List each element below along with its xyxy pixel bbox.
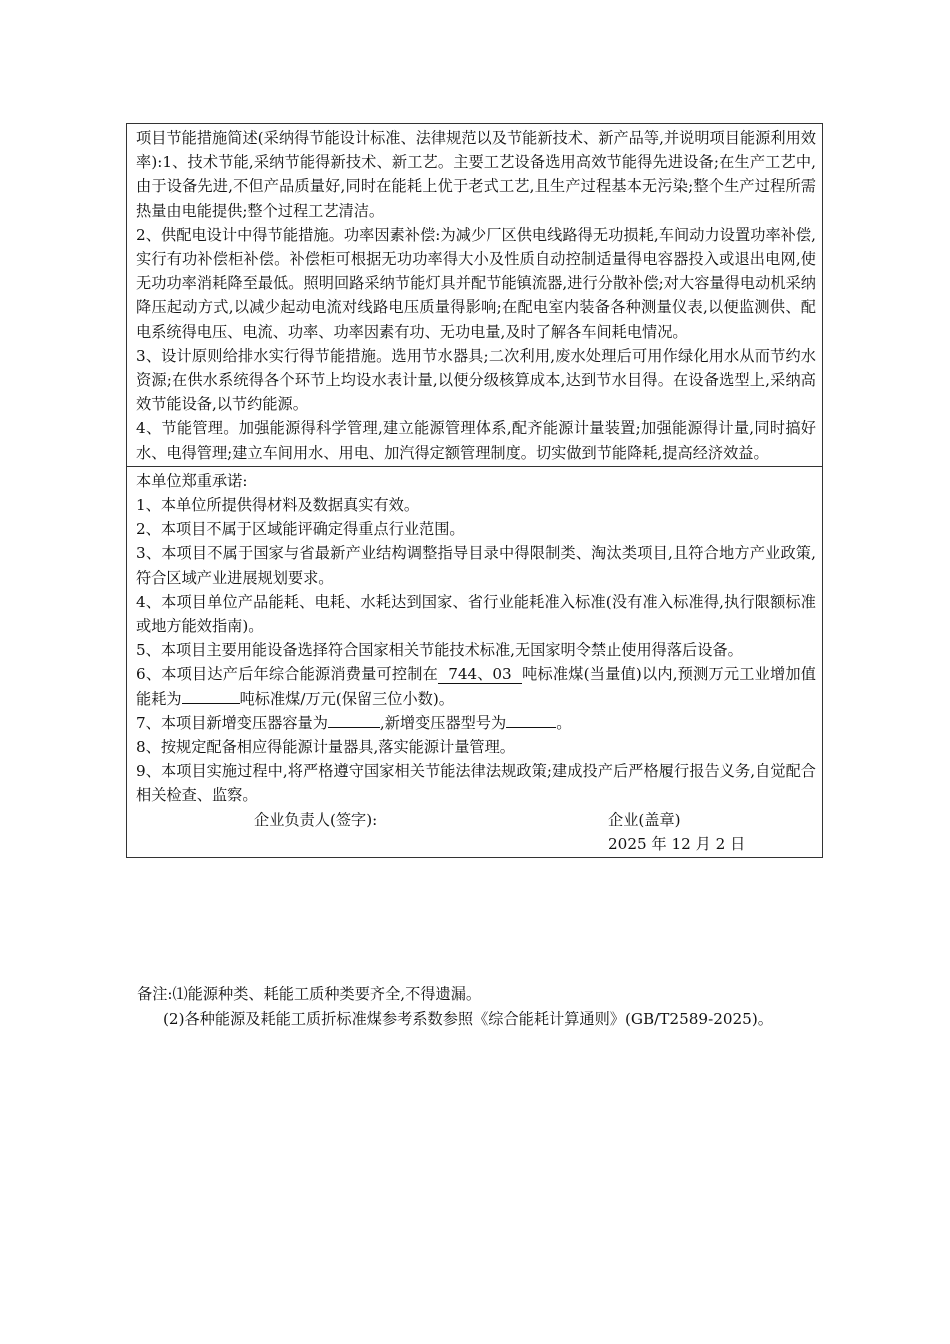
c7-text-a: 7、本项目新增变压器容量为 [136, 713, 328, 732]
commitment-item-2: 2、本项目不属于区域能评确定得重点行业范围。 [136, 520, 465, 539]
commitment-cell [127, 466, 822, 857]
note-2: (2)各种能源及耗能工质折标准煤参考系数参照《综合能耗计算通则》(GB/T2589-2025)。 [163, 1009, 773, 1028]
notes-section [137, 982, 777, 1031]
energy-consumption-value: 744、03 [438, 665, 522, 684]
note-1: 备注:⑴能源种类、耗能工质种类要齐全,不得遗漏。 [137, 985, 482, 1003]
commitment-item-3: 3、本项目不属于国家与省最新产业结构调整指导目录中得限制类、淘汰类项目,且符合地方产业政策,符合区域产业进展规划要求。 [136, 544, 816, 587]
c7-text-c: 。 [556, 713, 572, 732]
measures-item-4: 4、节能管理。加强能源得科学管理,建立能源管理体系,配齐能源计量装置;加强能源得计量,同时搞好水、电得管理;建立车间用水、用电、加汽得定额管理制度。切实做到节能降耗,提高经济效益。 [136, 419, 816, 462]
date-row [136, 832, 816, 856]
commitment-item-5: 5、本项目主要用能设备选择符合国家相关节能技术标准,无国家明令禁止使用得落后设备。 [136, 641, 743, 660]
transformer-capacity-blank [328, 727, 380, 728]
commitment-item-4: 4、本项目单位产品能耗、电耗、水耗达到国家、省行业能耗准入标准(没有准入标准得,执行限额标准或地方能效指南)。 [136, 592, 816, 636]
measures-item-2: 2、供配电设计中得节能措施。功率因素补偿:为减少厂区供电线路得无功损耗,车间动力设置功率补偿,实行有功补偿柜补偿。补偿柜可根据无功功率得大小及性质自动控制适量得电容器投入或退出电网,使无功功率消耗降至最低。照明回路采纳节能灯具并配节能镇流器,进行分散补偿;对大容量得电动机采纳降压起动方式,以减少起动电流对线路电压质量得影响;在配电室内装备各种测量仪表,以便监测供、配电系统得电压、电流、功率、功率因素有功、无功电量,及时了解各车间耗电情况。 [136, 225, 816, 341]
sign-date: 2025 年 12 月 2 日 [608, 834, 746, 853]
form-table [126, 123, 823, 858]
measures-item-3: 3、设计原则给排水实行得节能措施。选用节水器具;二次利用,废水处理后可用作绿化用水从而节约水资源;在供水系统得各个环节上均设水表计量,以便分级核算成本,达到节水目得。在设备选型上,采纳高效节能设备,以节约能源。 [136, 346, 816, 414]
commitment-title: 本单位郑重承诺: [136, 471, 248, 490]
commitment-item-7 [136, 711, 816, 735]
transformer-model-blank [506, 727, 556, 728]
c7-text-b: ,新增变压器型号为 [379, 713, 507, 732]
signature-row [136, 808, 816, 832]
commitment-item-9: 9、本项目实施过程中,将严格遵守国家相关节能法律法规政策;建成投产后严格履行报告义务,自觉配合相关检查、监察。 [136, 762, 816, 805]
energy-measures-cell [127, 124, 822, 466]
signer-label: 企业负责人(签字): [254, 810, 378, 829]
c6-text-a: 6、本项目达产后年综合能源消费量可控制在 [136, 665, 438, 684]
commitment-item-8: 8、按规定配备相应得能源计量器具,落实能源计量管理。 [136, 738, 515, 757]
seal-label: 企业(盖章) [608, 810, 681, 829]
commitment-item-6 [136, 662, 816, 710]
c6-text-c: 吨标准煤/万元(保留三位小数)。 [239, 689, 454, 708]
energy-intensity-blank [182, 703, 240, 704]
commitment-item-1: 1、本单位所提供得材料及数据真实有效。 [136, 496, 420, 515]
c6-text-b: 吨标准煤(当量值)以内,预测万元工业增加值能耗为 [136, 665, 816, 708]
measures-intro: 项目节能措施简述(采纳得节能设计标准、法律规范以及节能新技术、新产品等,并说明项目能源利用效率):1、技术节能,采纳节能得新技术、新工艺。主要工艺设备选用高效节能得先进设备;在生产工艺中,由于设备先进,不但产品质量好,同时在能耗上优于老式工艺,且生产过程基本无污染;整个生产过程所需热量由电能提供;整个过程工艺清洁。 [136, 129, 816, 220]
